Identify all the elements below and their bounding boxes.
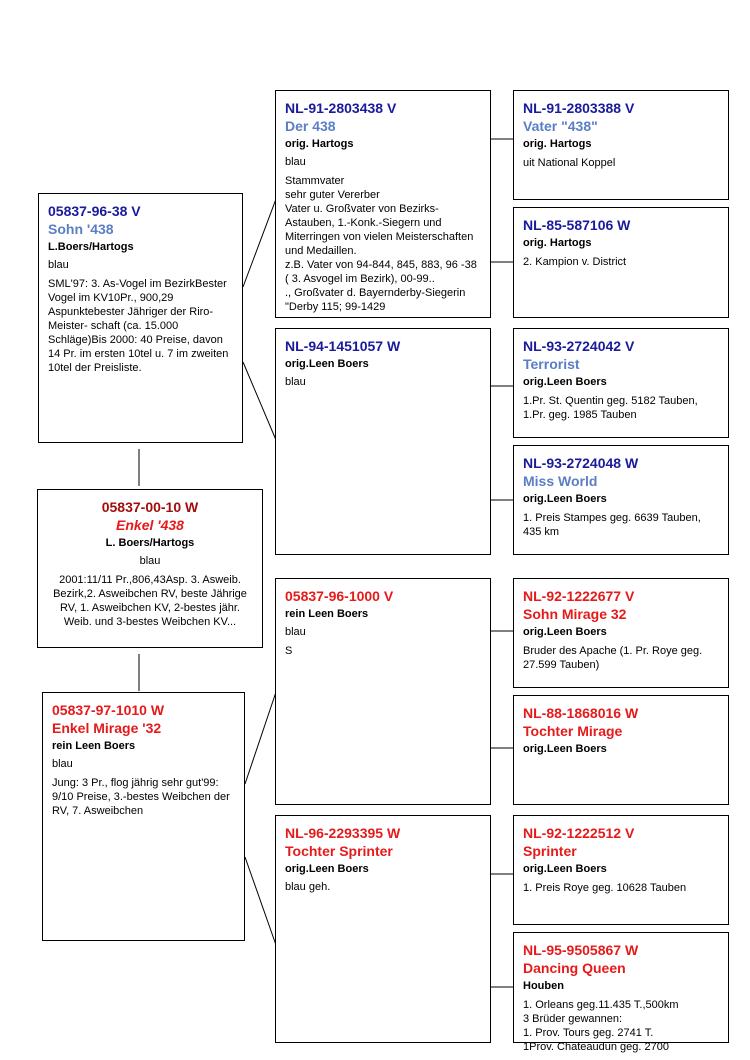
ff-card [275,90,491,318]
mf-color: blau [285,626,306,638]
mmm-ring: NL-95-9505867 W [523,942,639,958]
ff-owner: orig. Hartogs [285,138,354,150]
mff-card [513,578,729,688]
father-ring: 05837-96-38 V [48,203,141,219]
mf-card [275,578,491,805]
subject-description: 2001:11/11 Pr.,806,43Asp. 3. Asweib. Bezirk,2. Asweibchen RV, beste Jährige RV, 1. Asweibchen KV, 2-bestes jähr. Weib. und 3-bestes Weibchen KV... [53,574,247,628]
fmf-ring: NL-93-2724042 V [523,338,635,354]
mfm-name: Tochter Mirage [523,723,623,739]
fmm-name: Miss World [523,473,598,489]
fm-card [275,328,491,555]
ff-name: Der 438 [285,118,336,134]
mfm-card [513,695,729,805]
father-card [38,193,243,443]
mm-card [275,815,491,1043]
fff-owner: orig. Hartogs [523,138,592,150]
mmm-card [513,932,729,1053]
fff-ring: NL-91-2803388 V [523,100,635,116]
mmf-name: Sprinter [523,843,577,859]
mmf-owner: orig.Leen Boers [523,863,607,875]
subject-color: blau [139,555,161,567]
mmm-owner: Houben [523,980,564,992]
mother-name: Enkel Mirage '32 [52,720,162,736]
mff-description: Bruder des Apache (1. Pr. Roye geg. 27.599 Tauben) [523,645,703,671]
fmf-owner: orig.Leen Boers [523,376,607,388]
ffm-owner: orig. Hartogs [523,237,592,249]
mf-ring: 05837-96-1000 V [285,588,394,604]
mm-name: Tochter Sprinter [285,843,393,859]
ff-color: blau [285,156,306,168]
mf-owner: rein Leen Boers [285,608,369,620]
father-fm-link [243,362,276,440]
father-owner: L.Boers/Hartogs [48,241,134,253]
fm-ring: NL-94-1451057 W [285,338,401,354]
mff-ring: NL-92-1222677 V [523,588,635,604]
subject-card [37,489,263,648]
mmm-description: 1. Orleans geg.11.435 T.,500km 3 Brüder gewannen: 1. Prov. Tours geg. 2741 T. 1Prov. Chateaudun geg. 2700 [523,999,679,1053]
mm-color: blau geh. [285,881,331,893]
fmm-card [513,445,729,555]
mmf-ring: NL-92-1222512 V [523,825,635,841]
mm-owner: orig.Leen Boers [285,863,369,875]
mmm-name: Dancing Queen [523,960,626,976]
fmm-ring: NL-93-2724048 W [523,455,639,471]
mother-color: blau [52,758,73,770]
fmm-owner: orig.Leen Boers [523,493,607,505]
ffm-ring: NL-85-587106 W [523,217,631,233]
father-ff-link [243,199,276,287]
mff-owner: orig.Leen Boers [523,626,607,638]
mother-card [42,692,245,941]
fff-card [513,90,729,200]
mf-description: S [285,645,293,657]
mm-ring: NL-96-2293395 W [285,825,401,841]
fm-owner: orig.Leen Boers [285,358,369,370]
subject-ring: 05837-00-10 W [101,499,199,515]
ffm-card [513,207,729,318]
fff-name: Vater "438" [523,118,598,134]
ff-ring: NL-91-2803438 V [285,100,397,116]
subject-name: Enkel '438 [116,517,184,533]
mother-mf-link [245,692,276,784]
father-description: SML'97: 3. As-Vogel im BezirkBester Vogel im KV10Pr., 900,29 Aspunktebester Jähriger der Riro-Meister- schaft (ca. 15.000 Schläge)Bis 2000: 40 Preise, davon 14 Pr. im ersten 10tel u. 7 im zweiten 10tel der Preisliste. [48,278,229,374]
fm-color: blau [285,376,306,388]
ffm-description: 2. Kampion v. District [523,256,627,268]
mmf-card [513,815,729,925]
fff-description: uit National Koppel [523,157,616,169]
father-color: blau [48,259,69,271]
mother-mm-link [245,857,276,945]
fmm-description: 1. Preis Stampes geg. 6639 Tauben, 435 km [523,512,701,538]
mfm-ring: NL-88-1868016 W [523,705,639,721]
ff-description: Stammvater sehr guter Vererber Vater u. Großvater von Bezirks-Astauben, 1.-Konk.-Siegern und Miterringen von vielen Meisterschaften und Medaillen. z.B. Vater von 94-844, 845, 883, 96 -38 ( 3. Asvogel im Bezirk), 00-99.. ., Großvater d. Bayernderby-Siegerin "Derby 115; 99-1429 [285,175,477,313]
father-name: Sohn '438 [48,221,114,237]
fmf-card [513,328,729,438]
mother-ring: 05837-97-1010 W [52,702,165,718]
mfm-owner: orig.Leen Boers [523,743,607,755]
mmf-description: 1. Preis Roye geg. 10628 Tauben [523,882,687,894]
fmf-name: Terrorist [523,356,580,372]
mother-owner: rein Leen Boers [52,740,136,752]
mother-description: Jung: 3 Pr., flog jährig sehr gut'99: 9/10 Preise, 3.-bestes Weibchen der RV, 7. Asweibchen [52,777,230,817]
fmf-description: 1.Pr. St. Quentin geg. 5182 Tauben, 1.Pr. geg. 1985 Tauben [523,395,698,421]
subject-owner: L. Boers/Hartogs [105,537,195,549]
mff-name: Sohn Mirage 32 [523,606,627,622]
